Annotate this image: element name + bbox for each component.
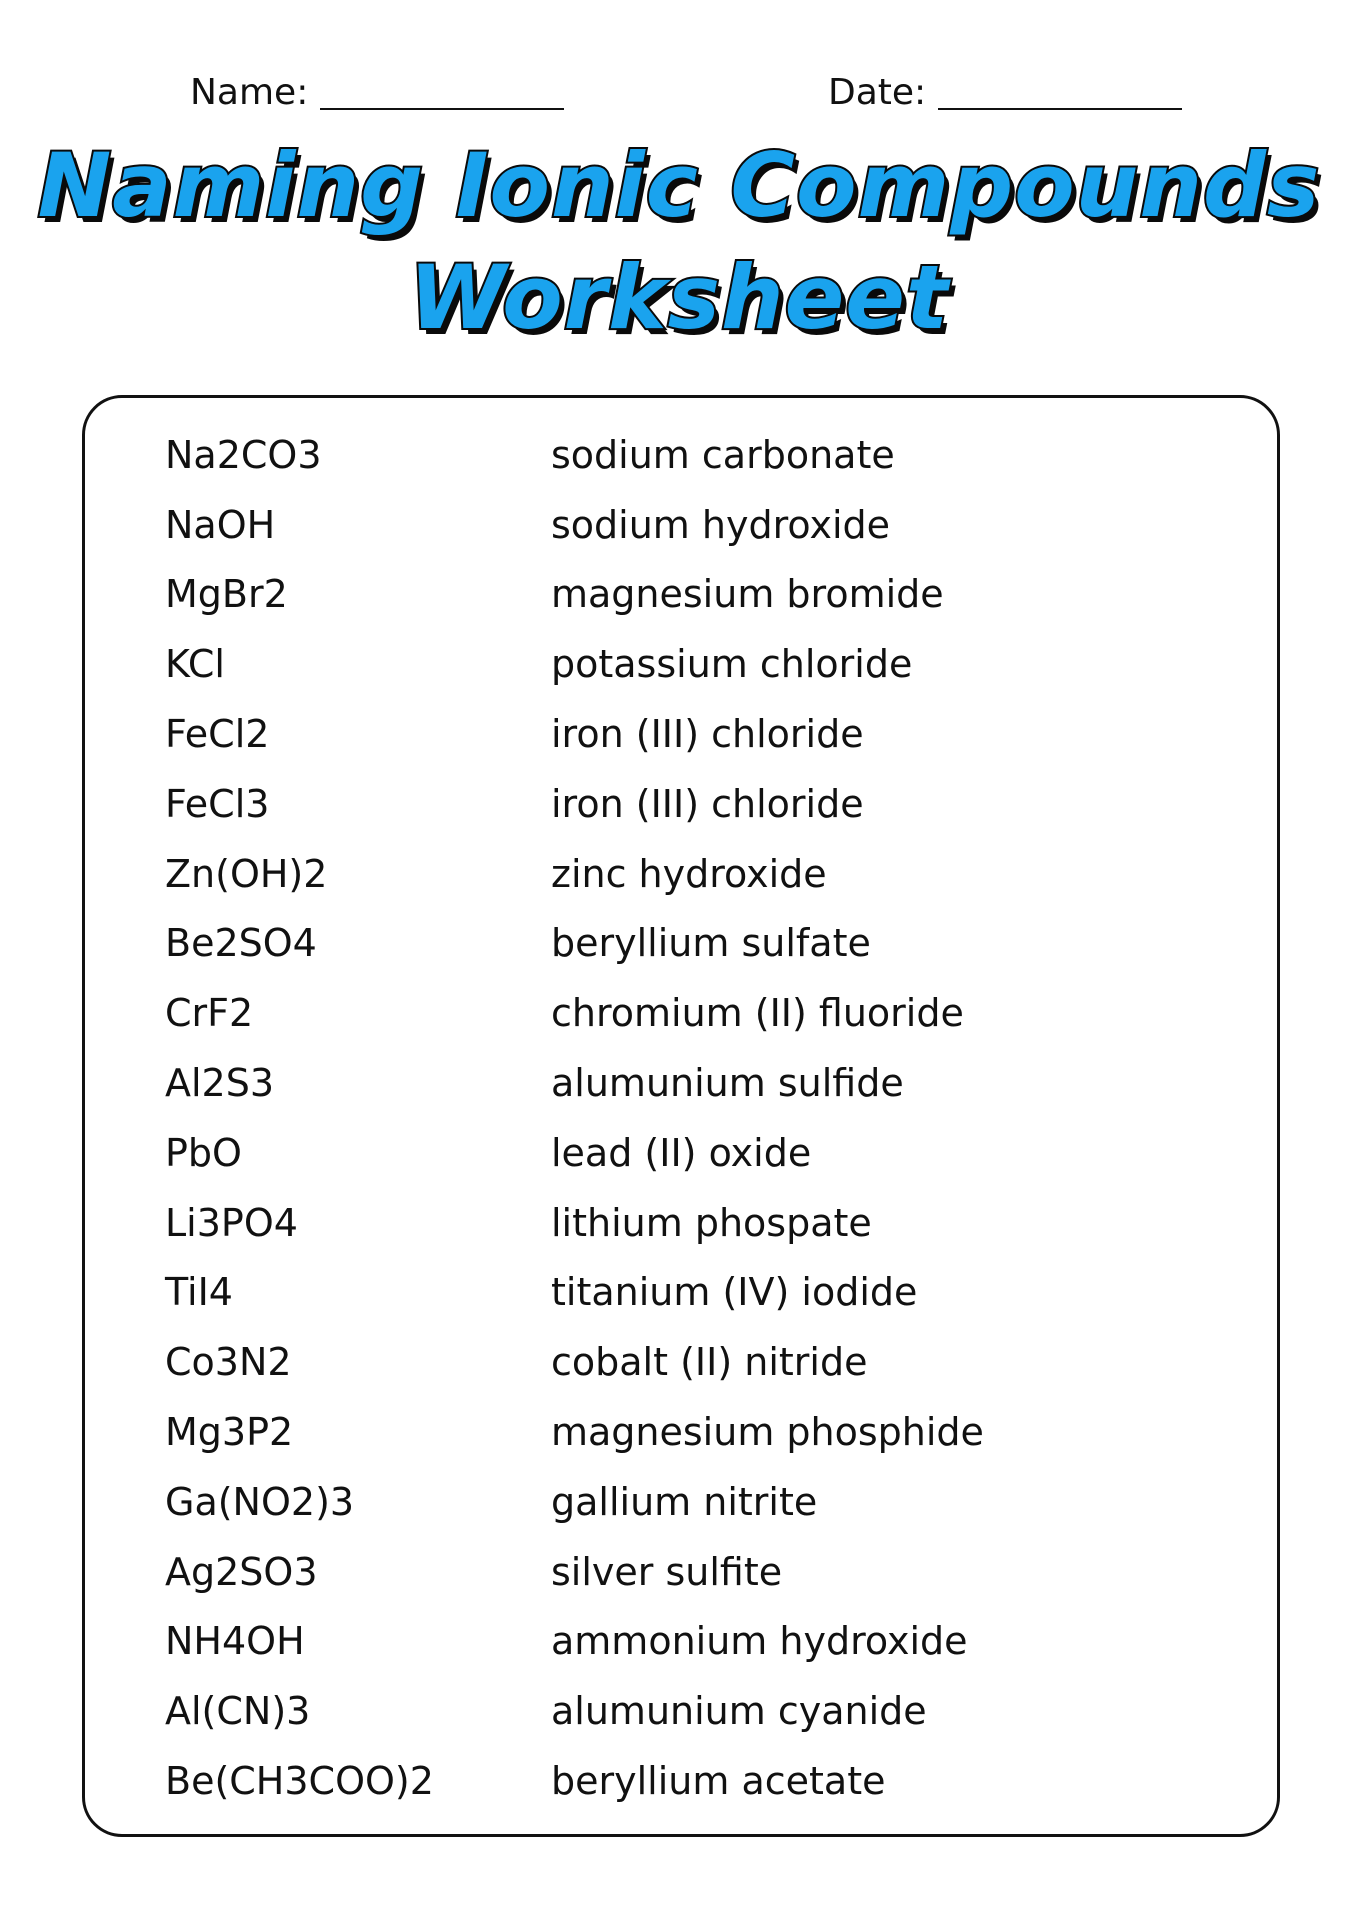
compound-formula: Zn(OH)2 bbox=[165, 851, 328, 896]
compound-row bbox=[165, 839, 1225, 909]
compound-formula: NaOH bbox=[165, 502, 276, 547]
compound-name: sodium carbonate bbox=[551, 432, 895, 477]
compound-formula: FeCl2 bbox=[165, 712, 270, 757]
name-blank-line[interactable] bbox=[320, 68, 564, 110]
compound-row bbox=[165, 1188, 1225, 1258]
compound-formula: Na2CO3 bbox=[165, 432, 322, 477]
compound-name: lead (II) oxide bbox=[551, 1130, 812, 1175]
compound-name: beryllium acetate bbox=[551, 1759, 886, 1804]
worksheet-title bbox=[0, 130, 1358, 354]
compound-name: iron (III) chloride bbox=[551, 781, 864, 826]
compound-row bbox=[165, 1537, 1225, 1607]
compound-formula: NH4OH bbox=[165, 1619, 305, 1664]
compound-row bbox=[165, 1676, 1225, 1746]
compound-row bbox=[165, 1397, 1225, 1467]
compound-row bbox=[165, 560, 1225, 630]
compound-formula: Mg3P2 bbox=[165, 1410, 294, 1455]
compound-formula: Al2S3 bbox=[165, 1061, 275, 1106]
compound-formula: MgBr2 bbox=[165, 572, 288, 617]
date-label: Date: bbox=[828, 72, 927, 113]
name-label: Name: bbox=[190, 72, 309, 113]
name-field bbox=[190, 62, 564, 113]
compound-name: zinc hydroxide bbox=[551, 851, 827, 896]
compound-name: cobalt (II) nitride bbox=[551, 1340, 868, 1385]
compound-formula: CrF2 bbox=[165, 991, 254, 1036]
compound-name: magnesium bromide bbox=[551, 572, 944, 617]
date-field bbox=[828, 62, 1182, 113]
compound-row bbox=[165, 420, 1225, 490]
compound-row bbox=[165, 629, 1225, 699]
compound-formula: Li3PO4 bbox=[165, 1200, 298, 1245]
compound-row bbox=[165, 909, 1225, 979]
title-line-2: Worksheet bbox=[408, 246, 950, 349]
compound-formula: TiI4 bbox=[165, 1270, 233, 1315]
compound-name: titanium (IV) iodide bbox=[551, 1270, 918, 1315]
date-blank-line[interactable] bbox=[938, 68, 1182, 110]
compound-list bbox=[165, 420, 1225, 1816]
compound-name: ammonium hydroxide bbox=[551, 1619, 968, 1664]
compound-formula: FeCl3 bbox=[165, 781, 270, 826]
compound-row bbox=[165, 1746, 1225, 1816]
compound-row bbox=[165, 1048, 1225, 1118]
compound-formula: Be2SO4 bbox=[165, 921, 317, 966]
compound-name: potassium chloride bbox=[551, 642, 913, 687]
compound-name: lithium phospate bbox=[551, 1200, 872, 1245]
compound-name: alumunium sulfide bbox=[551, 1061, 904, 1106]
compound-row bbox=[165, 1118, 1225, 1188]
compound-row bbox=[165, 1327, 1225, 1397]
compound-row bbox=[165, 1258, 1225, 1328]
compound-formula: PbO bbox=[165, 1130, 242, 1175]
compound-row bbox=[165, 699, 1225, 769]
title-line-1: Naming Ionic Compounds bbox=[37, 134, 1321, 237]
compound-row bbox=[165, 978, 1225, 1048]
compound-name: chromium (II) fluoride bbox=[551, 991, 964, 1036]
compound-formula: Co3N2 bbox=[165, 1340, 292, 1385]
compound-name: sodium hydroxide bbox=[551, 502, 891, 547]
compound-formula: Be(CH3COO)2 bbox=[165, 1759, 434, 1804]
compound-name: alumunium cyanide bbox=[551, 1689, 927, 1734]
worksheet-header bbox=[0, 62, 1358, 122]
compound-row bbox=[165, 769, 1225, 839]
compound-formula: Al(CN)3 bbox=[165, 1689, 311, 1734]
compound-name: gallium nitrite bbox=[551, 1479, 818, 1524]
compound-row bbox=[165, 1607, 1225, 1677]
compound-name: iron (III) chloride bbox=[551, 712, 864, 757]
compound-formula: Ag2SO3 bbox=[165, 1549, 318, 1594]
compound-name: beryllium sulfate bbox=[551, 921, 871, 966]
compound-formula: Ga(NO2)3 bbox=[165, 1479, 355, 1524]
compound-row bbox=[165, 490, 1225, 560]
compound-formula: KCl bbox=[165, 642, 225, 687]
compound-row bbox=[165, 1467, 1225, 1537]
compound-name: magnesium phosphide bbox=[551, 1410, 984, 1455]
compound-name: silver sulfite bbox=[551, 1549, 783, 1594]
compound-list-panel bbox=[82, 395, 1280, 1837]
